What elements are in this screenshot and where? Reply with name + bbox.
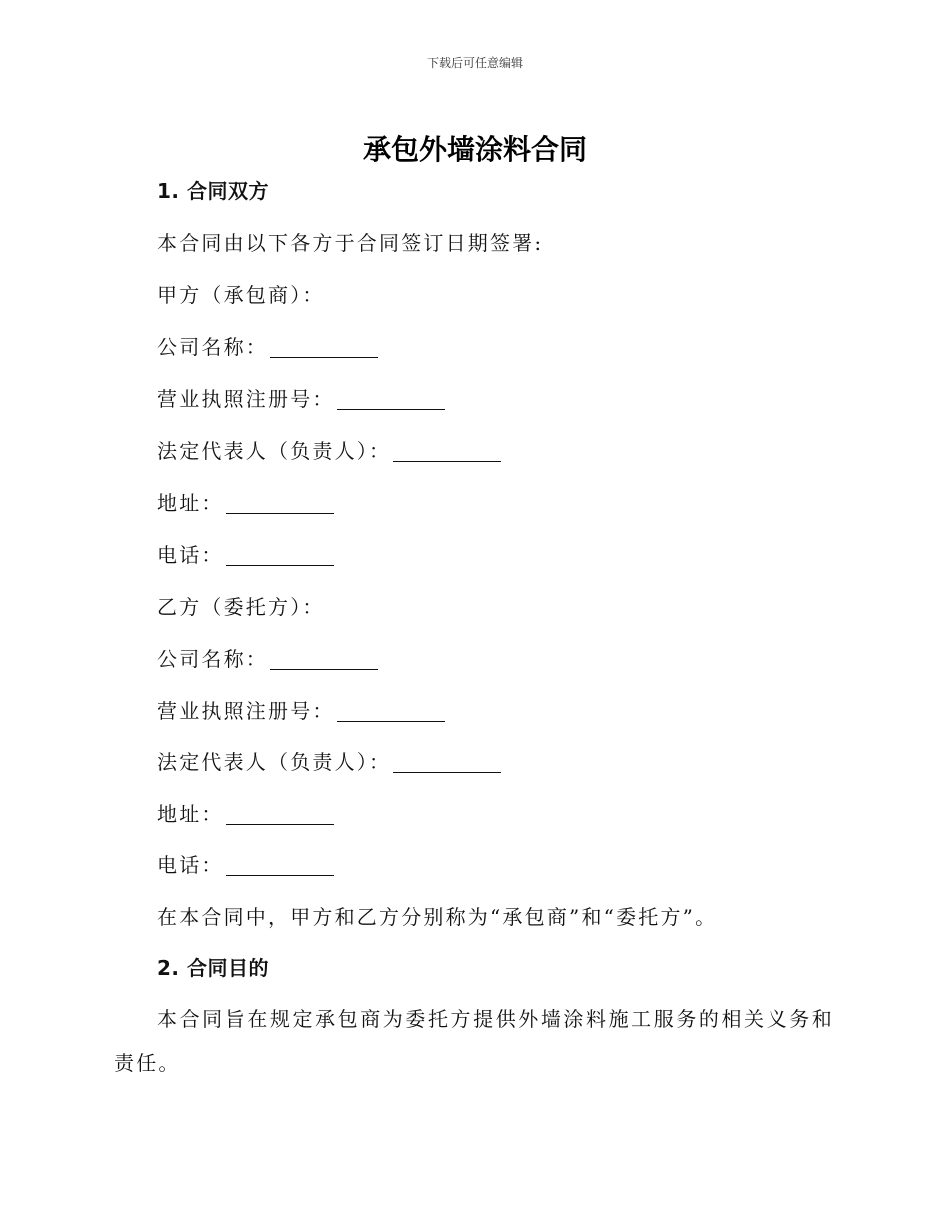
party-b-company-blank	[270, 649, 378, 670]
party-a-address-row	[157, 493, 334, 514]
party-a-address-label: 地址：	[157, 491, 224, 515]
party-b-rep-blank	[393, 752, 501, 773]
section-1-intro: 本合同由以下各方于合同签订日期签署:	[157, 231, 544, 255]
party-b-phone-label: 电话：	[157, 853, 224, 877]
header-note: 下载后可任意编辑	[426, 56, 523, 70]
party-b-phone-blank	[226, 855, 334, 876]
party-a-rep-row	[157, 441, 501, 462]
party-b-rep-label: 法定代表人（负责人）：	[157, 750, 392, 774]
party-a-company-label: 公司名称：	[157, 335, 268, 359]
party-b-address-row	[157, 804, 334, 825]
party-b-rep-row	[157, 752, 501, 773]
party-b-address-blank	[226, 804, 334, 825]
party-b-label: 乙方（委托方）：	[157, 595, 325, 619]
party-a-company-blank	[270, 337, 378, 358]
section-2-body: 本合同旨在规定承包商为委托方提供外墙涂料施工服务的相关义务和责任。	[114, 1007, 834, 1075]
party-b-address-label: 地址：	[157, 802, 224, 826]
party-b-license-label: 营业执照注册号：	[157, 699, 335, 723]
party-a-phone-label: 电话：	[157, 543, 224, 567]
party-b-company-label: 公司名称：	[157, 647, 268, 671]
section-1-closing: 在本合同中，甲方和乙方分别称为“承包商”和“委托方”。	[157, 905, 718, 929]
document-title: 承包外墙涂料合同	[362, 133, 587, 166]
section-1-heading: 1. 合同双方	[157, 179, 269, 203]
party-b-license-blank	[337, 701, 445, 722]
party-a-rep-blank	[393, 441, 501, 462]
party-a-license-row	[157, 389, 445, 410]
party-a-label: 甲方（承包商）：	[157, 283, 325, 307]
party-b-license-row	[157, 701, 445, 722]
party-a-license-label: 营业执照注册号：	[157, 387, 335, 411]
section-2-heading: 2. 合同目的	[157, 956, 269, 980]
party-a-address-blank	[226, 493, 334, 514]
party-a-license-blank	[337, 389, 445, 410]
party-a-rep-label: 法定代表人（负责人）：	[157, 439, 392, 463]
party-b-company-row	[157, 649, 378, 670]
party-a-phone-row	[157, 545, 334, 566]
party-a-phone-blank	[226, 545, 334, 566]
party-b-phone-row	[157, 855, 334, 876]
party-a-company-row	[157, 337, 378, 358]
